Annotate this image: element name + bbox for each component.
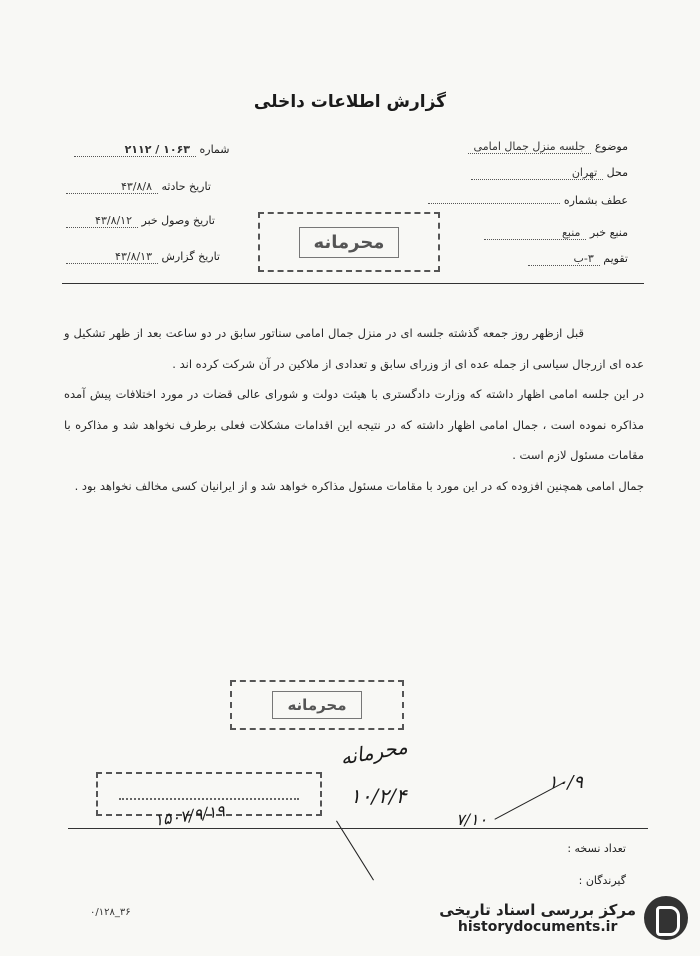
event-date-field: [66, 180, 211, 194]
reference-label: عطف بشماره: [563, 194, 628, 207]
place-field: [471, 166, 628, 180]
signature-stroke: [494, 781, 565, 819]
report-date-label: تاریخ گزارش: [161, 250, 220, 263]
handwritten-mark-left: ۷/۱۰: [456, 810, 488, 829]
receipt-date-value: ۴۳/۸/۱۲: [66, 214, 138, 228]
registry-number: ۱۵۰۷/۹/۱۹: [153, 801, 226, 830]
report-date-value: ۴۳/۸/۱۳: [66, 250, 158, 264]
handwritten-initials: محرمانه: [338, 734, 410, 770]
subject-value: جلسه منزل جمال امامی: [468, 140, 592, 154]
number-label: شماره: [199, 143, 230, 156]
subject-field: [468, 140, 628, 154]
watermark-name: مرکز بررسی اسناد تاریخی: [439, 901, 636, 919]
footer-divider: [68, 828, 648, 829]
report-body: [64, 318, 644, 501]
confidential-stamp-top: [258, 212, 440, 272]
evaluation-field: [528, 252, 628, 266]
watermark-url: historydocuments.ir: [457, 919, 618, 935]
source-field: [484, 226, 628, 240]
place-value: تهران: [471, 166, 603, 180]
watermark-text: [439, 901, 636, 935]
archive-watermark: [418, 890, 688, 946]
report-date-field: [66, 250, 220, 264]
receipt-date-field: [66, 214, 215, 228]
number-field: [74, 143, 230, 157]
document-code: ۰/۱۲۸_۳۶: [90, 907, 131, 918]
confidential-stamp-top-text: محرمانه: [299, 227, 400, 258]
confidential-stamp-bottom: [230, 680, 404, 730]
reference-value: [428, 203, 560, 204]
number-value: ۱۰۶۳ / ۲۱۱۲: [74, 143, 196, 157]
signature-stroke-2: [336, 821, 374, 881]
source-label: منبع خبر: [589, 226, 628, 239]
place-label: محل: [606, 166, 628, 179]
evaluation-label: تقویم: [603, 252, 628, 265]
body-paragraph-2: در این جلسه امامی اظهار داشته که وزارت دادگستری با هیئت دولت و شورای عالی قضات در مورد اختلافات پیش آمده مذاکره نموده است ، جمال امامی اظهار داشته که در نتیجه این اقدامات مشکلات فعلی برطرف نخواهد شد و مذاکره با مقامات مسئول لازم است .: [64, 387, 644, 462]
book-icon: [644, 896, 688, 940]
reference-field: [428, 194, 628, 207]
source-value: منبع: [484, 226, 586, 240]
registry-stamp-line: [119, 788, 299, 800]
handwritten-note-right: ۱۰/۹: [548, 772, 584, 793]
recipients-field: گیرندگان :: [578, 874, 626, 887]
handwritten-date: ۱۰/۲/۴: [350, 784, 407, 808]
evaluation-value: ۳-ب: [528, 252, 600, 266]
copies-field: تعداد نسخه :: [567, 842, 626, 855]
subject-label: موضوع: [594, 140, 628, 153]
event-date-value: ۴۳/۸/۸: [66, 180, 158, 194]
event-date-label: تاریخ حادثه: [161, 180, 211, 193]
receipt-date-label: تاریخ وصول خبر: [141, 214, 215, 227]
body-paragraph-3: جمال امامی همچنین افزوده که در این مورد با مقامات مسئول مذاکره خواهد شد و از ایرانیان کسی مخالف نخواهد بود .: [74, 478, 644, 493]
report-title: گزارش اطلاعات داخلی: [253, 92, 447, 112]
header-divider: [62, 283, 644, 284]
confidential-stamp-bottom-text: محرمانه: [272, 691, 361, 719]
body-paragraph-1: قبل ازظهر روز جمعه گذشته جلسه ای در منزل جمال امامی سناتور سابق در دو ساعت بعد از ظهر تشکیل و عده ای ازرجال سیاسی از جمله عده ای از وزرای سابق و تعدادی از ملاکین در آن شرکت کرده اند .: [64, 326, 644, 371]
